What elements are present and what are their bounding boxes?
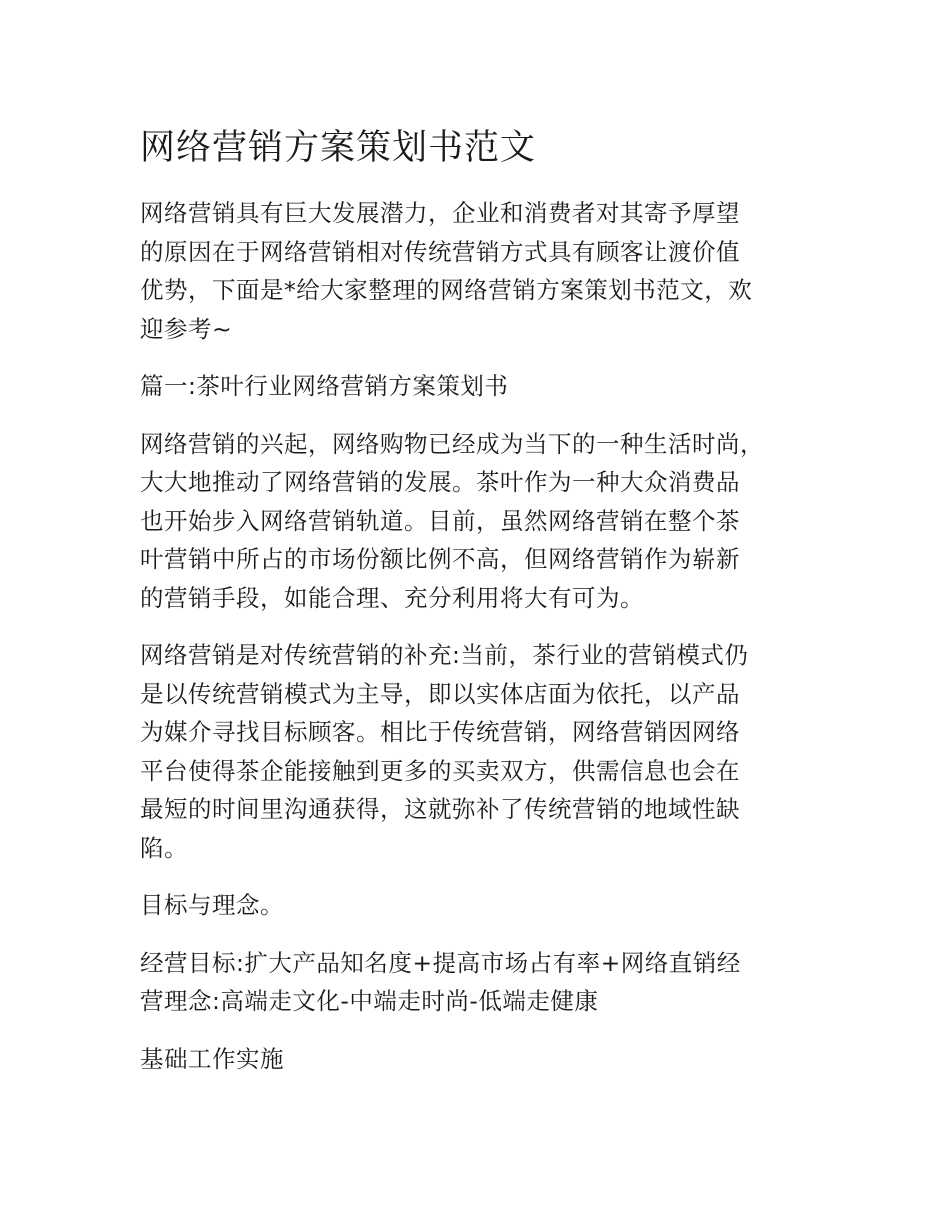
text-line: 为媒介寻找目标顾客。相比于传统营销，网络营销因网络: [140, 718, 740, 746]
body-paragraph: [140, 425, 820, 618]
body-paragraph: [140, 636, 820, 867]
intro-paragraph: [140, 194, 820, 348]
text-line: 网络营销的兴起，网络购物已经成为当下的一种生活时尚，: [140, 429, 764, 458]
text-line: 网络营销具有巨大发展潜力，企业和消费者对其寄予厚望: [140, 199, 740, 227]
text-line: 的原因在于网络营销相对传统营销方式具有顾客让渡价值: [140, 237, 740, 266]
text-line: 的营销手段，如能合理、充分利用将大有可为。: [140, 583, 644, 612]
section-heading: [140, 367, 820, 406]
text-line: 基础工作实施: [140, 1044, 284, 1073]
text-line: 营理念:高端走文化-中端走时尚-低端走健康: [140, 987, 599, 1015]
text-line: 叶营销中所占的市场份额比例不高，但网络营销作为崭新: [140, 545, 740, 573]
body-paragraph: [140, 886, 820, 925]
text-line: 平台使得茶企能接触到更多的买卖双方，供需信息也会在: [140, 756, 740, 785]
text-line: 网络营销是对传统营销的补充:当前，茶行业的营销模式仍: [140, 641, 749, 669]
text-line: 陷。: [140, 833, 188, 862]
body-paragraph: [140, 944, 820, 1021]
text-line: 也开始步入网络营销轨道。目前，虽然网络营销在整个茶: [140, 506, 740, 535]
text-line: 是以传统营销模式为主导，即以实体店面为依托，以产品: [140, 679, 740, 708]
text-line: 经营目标:扩大产品知名度+提高市场占有率+网络直销经: [140, 948, 741, 977]
text-line: 优势，下面是*给大家整理的网络营销方案策划书范文，欢: [140, 276, 753, 304]
text-line: 最短的时间里沟通获得，这就弥补了传统营销的地域性缺: [140, 795, 740, 823]
body-paragraph: [140, 1040, 820, 1079]
text-line: 目标与理念。: [140, 891, 284, 919]
text-line: 迎参考~: [140, 314, 233, 343]
document-title: 网络营销方案策划书范文: [140, 128, 537, 168]
text-line: 篇一:茶叶行业网络营销方案策划书: [140, 372, 509, 400]
document-page: [140, 122, 820, 1097]
text-line: 大大地推动了网络营销的发展。茶叶作为一种大众消费品: [140, 468, 740, 496]
